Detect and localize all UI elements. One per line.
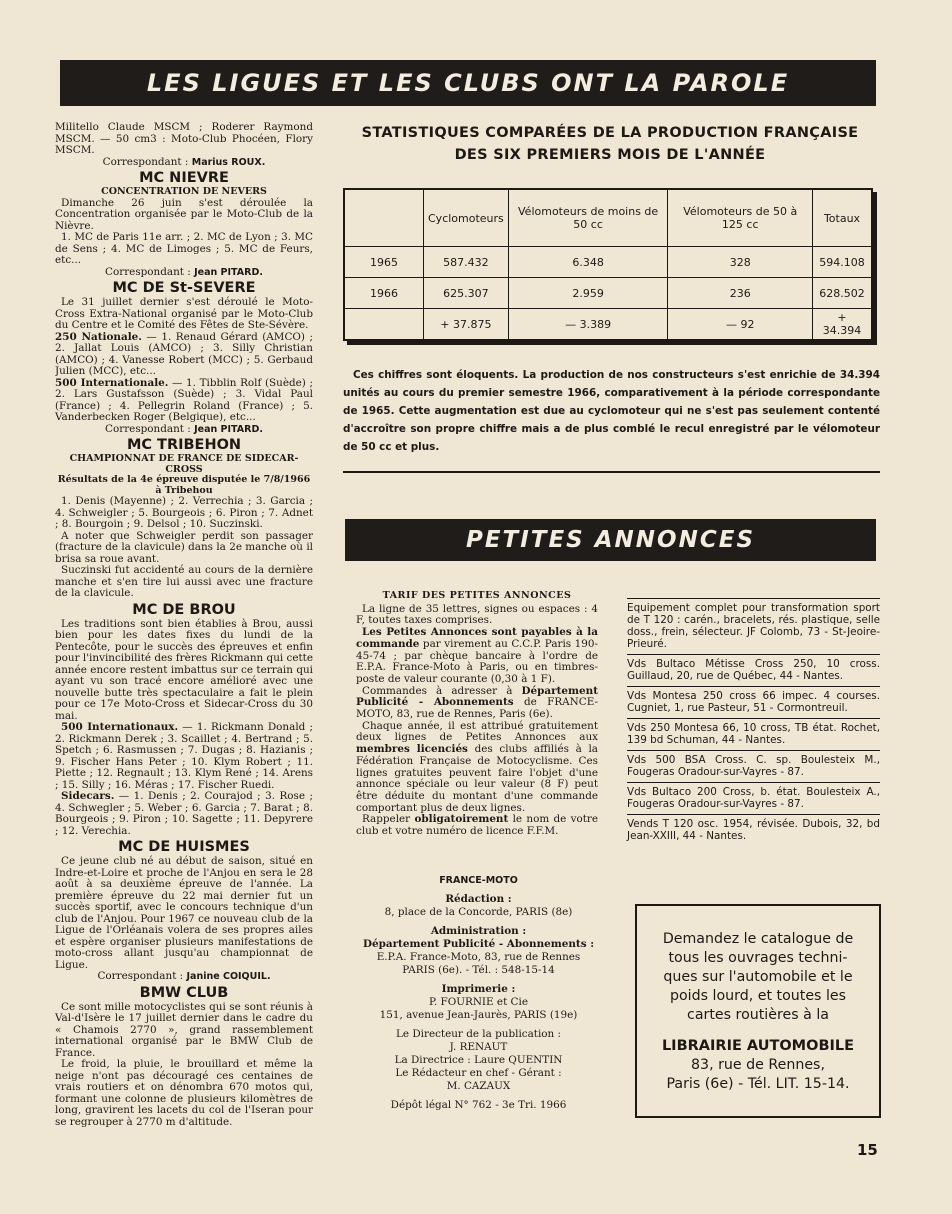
page-number: 15 [857,1141,878,1159]
classified-ad: Vds Bultaco Métisse Cross 250, 10 cross. Guillaud, 20, rue de Québec, 44 - Nantes. [627,654,880,686]
masthead-title: FRANCE-MOTO [439,875,518,886]
article-paragraph: Sidecars. — 1. Denis ; 2. Courajod ; 3. Rose ; 4. Schwegler ; 5. Weber ; 6. Garcia ; 7. Barat ; 8. Bourgeois ; 9. Piron ; 10. Sagette ; 11. Depyrere ; 12. Verechia. [55,790,313,837]
value-cell: 6.348 [508,247,668,278]
club-subheading: CONCENTRATION DE NEVERS [101,186,267,197]
masthead-label: Rédaction : [445,893,512,905]
librairie-text: tous les ouvrages techni- [668,950,848,966]
header-cell: Cyclomoteurs [424,189,509,247]
librairie-text: Demandez le catalogue de [662,931,854,947]
article-paragraph: Le 31 juillet dernier s'est déroulé le Moto-Cross Extra-National organisé par le Moto-Club du Centre et le Comité des Fêtes de Ste-Sévère. [55,296,313,331]
value-cell: 2.959 [508,278,668,309]
correspondant-line: Correspondant : Janine COIQUIL. [97,970,271,982]
tarif-paragraph: La ligne de 35 lettres, signes ou espaces : 4 F, toutes taxes comprises. [356,602,598,627]
article-paragraph: Suczinski fut accidenté au cours de la dernière manche et s'en tire lui aussi avec une fracture de la clavicule. [55,564,313,599]
classified-ad: Vds 250 Montesa 66, 10 cross, TB état. Rochet, 139 bd Schuman, 44 - Nantes. [627,718,880,750]
petites-annonces-column [356,590,598,838]
correspondant-line: Correspondant : Jean PITARD. [105,265,263,278]
article-paragraph: 500 Internationale. — 1. Tibblin Rolf (Suède) ; 2. Lars Gustafsson (Suède) ; 3. Vidal Paul (France) ; 4. Pellegrin Roland (France) ; 5. Vanderbecken Roger (Belgique), etc... [55,376,313,423]
librairie-ad-box [635,904,881,1118]
masthead-line: La Directrice : Laure QUENTIN [394,1054,563,1066]
table-row [344,278,872,309]
masthead-line: Le Directeur de la publication : [395,1028,562,1040]
article-paragraph: 250 Nationale. — 1. Renaud Gérard (AMCO) ; 2. Jallat Louis (AMCO) ; 3. Silly Christian (AMCO) ; 4. Vanesse Robert (MCC) ; 5. Gerbaud Julien (MCC), etc... [55,330,313,377]
header-cell: Totaux [813,189,872,247]
stats-paragraph: Ces chiffres sont éloquents. La production de nos constructeurs s'est enrichie de 34.394 unités au cours du premier semestre 1966, comparativement à la période correspondante de 1965. Cette augmentation est due au cyclomoteur qui ne s'est pas seulement contenté d'accroître son propre chiffre mais a de plus comblé le recul enregistré par le vélomoteur de 50 cc et plus. [343,369,880,453]
tarif-paragraph: Les Petites Annonces sont payables à la commande par virement au C.C.P. Paris 190-45-74 ; par chèque bancaire à l'ordre de E.P.A. France-Moto à Paris, ou en timbres-poste de valeur courante (0,30 à 1 F). [356,626,598,685]
masthead-line: Le Rédacteur en chef - Gérant : [395,1067,562,1079]
value-cell: — 92 [668,309,813,341]
tarif-paragraph: Commandes à adresser à Département Publicité - Abonnements de FRANCE-MOTO, 83, rue de Rennes, Paris (6e). [356,684,599,721]
article-paragraph: Les traditions sont bien établies à Brou, aussi bien pour les dates fixes du lundi de la Pentecôte, pour le succès des épreuves et enfin pour l'invincibilité des frères Rickmann qui cette année encore restent imbattus sur ce terrain qui ayant vu son tracé encore amélioré avec une nouvelle butte très spectaculaire a fait le plein pour ce 17e Moto-Cross et Sidecar-Cross du 30 mai. [55,617,313,722]
librairie-phone: Paris (6e) - Tél. LIT. 15-14. [666,1076,850,1092]
club-heading: MC DE HUISMES [118,839,250,855]
masthead-line: Département Publicité - Abonnements : [362,938,595,950]
club-heading: MC DE St-SEVERE [112,280,256,296]
section-banner-petites-annonces: PETITES ANNONCES [345,519,876,561]
article-paragraph: 1. MC de Paris 11e arr. ; 2. MC de Lyon ; 3. MC de Sens ; 4. MC de Limoges ; 5. MC de Feurs, etc... [55,231,313,266]
article-paragraph: Ce sont mille motocyclistes qui se sont réunis à Val-d'Isère le 17 juillet dernier dans le cadre du « Chamois 2770 », grand rassemblement international organisé par le BMW Club de France. [55,1000,313,1059]
article-paragraph: Le froid, la pluie, le brouillard et même la neige n'ont pas découragé ces centaines de vrais routiers et on dénombra 670 motos qui, formant une colonne de plusieurs kilomètres de long, gravirent les lacets du col de l'Iseran pour se regrouper à 2770 m d'altitude. [55,1058,313,1128]
tarif-heading: TARIF DES PETITES ANNONCES [382,590,572,601]
correspondant-line: Correspondant : Marius ROUX. [102,155,266,168]
stats-table [343,188,873,341]
value-cell: — 3.389 [508,309,668,341]
article-paragraph: 1. Denis (Mayenne) ; 2. Verrechia ; 3. Garcia ; 4. Schweigler ; 5. Bourgeois ; 6. Piron ; 7. Adnet ; 8. Bourgoin ; 9. Delsol ; 10. Suczinski. [55,495,313,530]
value-cell: 628.502 [813,278,872,309]
club-subheading: Résultats de la 4e épreuve disputée le 7/8/1966 à Tribehou [57,474,311,496]
masthead-line: Dépôt légal N° 762 - 3e Tri. 1966 [390,1099,567,1111]
classified-ad: Vds Montesa 250 cross 66 impec. 4 courses. Cugniet, 1, rue Pasteur, 51 - Cormontreuil. [627,686,880,718]
stats-title: STATISTIQUES COMPARÉES DE LA PRODUCTION FRANÇAISE DES SIX PREMIERS MOIS DE L'ANNÉE [361,125,859,163]
header-cell-empty [344,189,424,247]
value-cell: + 37.875 [424,309,509,341]
masthead-line: E.P.A. France-Moto, 83, rue de Rennes [376,951,581,963]
year-cell: 1966 [344,278,424,309]
librairie-text: cartes routières à la [687,1007,829,1023]
masthead-line: P. FOURNIE et Cie [429,996,528,1008]
masthead [356,874,601,1112]
classified-ad: Equipement complet pour transformation sport de T 120 : carén., bracelets, rés. plastique, selle doss., frein, sélecteur. JF Colomb, 73 - St-Jeoire-Prieuré. [627,598,880,654]
value-cell: 594.108 [813,247,872,278]
value-cell: 236 [668,278,813,309]
tarif-paragraph: Chaque année, il est attribué gratuitement deux lignes de Petites Annonces aux membres licenciés des clubs affiliés à la Fédération Française de Motocyclisme. Ces lignes gratuites peuvent faire l'objet d'une annonce spéciale ou leur valeur (8 F) peut être déduite du montant d'une commande comportant plus de deux lignes. [356,719,598,814]
intro-paragraph: Militello Claude MSCM ; Roderer Raymond MSCM. — 50 cm3 : Moto-Club Phocéen, Flory MSCM. [55,122,313,156]
table-header-row [344,189,872,247]
year-cell: 1965 [344,247,424,278]
masthead-line: M. CAZAUX [446,1080,511,1092]
header-cell: Vélomoteurs de moins de 50 cc [508,189,668,247]
masthead-line: J. RENAUT [449,1041,508,1053]
classified-ad: Vds 500 BSA Cross. C. sp. Boulesteix M., Fougeras Oradour-sur-Vayres - 87. [627,750,880,782]
club-subheading: CHAMPIONNAT DE FRANCE DE SIDECAR-CROSS [69,453,299,475]
header-cell: Vélomoteurs de 50 à 125 cc [668,189,813,247]
article-paragraph: Dimanche 26 juin s'est déroulée la Concentration organisée par le Moto-Club de la Nièvre. [55,196,313,232]
table-row [344,247,872,278]
masthead-label: Imprimerie : [441,983,516,995]
divider [343,471,880,473]
masthead-line: 8, place de la Concorde, PARIS (8e) [384,906,573,918]
club-heading: MC TRIBEHON [126,437,242,453]
value-cell: 328 [668,247,813,278]
masthead-label: Administration : [430,925,527,937]
librairie-name: LIBRAIRIE AUTOMOBILE [661,1038,855,1054]
correspondant-line: Correspondant : Jean PITARD. [105,422,263,435]
masthead-line: 151, avenue Jean-Jaurès, PARIS (19e) [379,1009,578,1021]
club-heading: MC NIEVRE [139,170,229,186]
article-paragraph: A noter que Schweigler perdit son passager (fracture de la clavicule) dans la 2e manche où il brisa sa roue avant. [55,529,313,565]
club-heading: MC DE BROU [132,601,236,618]
article-paragraph: Ce jeune club né au début de saison, situé en Indre-et-Loire et proche de l'Anjou en sera le 28 août à sa deuxième épreuve de l'année. La première épreuve du 22 mai dernier fut un succès sportif, avec le concours technique d'un club de l'Anjou. Pour 1967 ce nouveau club de la Ligue de l'Orléanais volera de ses propres ailes et espère organiser plusieurs manifestations de moto-cross allant jusqu'au championnat de Ligue. [55,855,313,971]
table-row [344,309,872,341]
librairie-address: 83, rue de Rennes, [691,1057,825,1073]
value-cell: 587.432 [424,247,509,278]
masthead-line: PARIS (6e). - Tél. : 548-15-14 [402,964,555,976]
value-cell: 625.307 [424,278,509,309]
librairie-text: ques sur l'automobile et le [663,969,853,985]
club-heading: BMW CLUB [139,984,229,1001]
year-cell [344,309,424,341]
left-column [55,122,313,1132]
article-paragraph: 500 Internationaux. — 1. Rickmann Donald ; 2. Rickmann Derek ; 3. Scaillet ; 4. Bertrand ; 5. Spetch ; 6. Rasmussen ; 7. Dugas ; 8. Hazianis ; 9. Fischer Hans Peter ; 10. Klym Robert ; 11. Piette ; 12. Regnault ; 13. Klym René ; 14. Arens ; 15. Silly ; 16. Méras ; 17. Fischer Ruedi. [55,721,313,791]
classified-ad: Vends T 120 osc. 1954, révisée. Dubois, 32, bd Jean-XXIII, 44 - Nantes. [627,814,880,846]
classified-ad: Vds Bultaco 200 Cross, b. état. Boulesteix A., Fougeras Oradour-sur-Vayres - 87. [627,782,880,814]
value-cell: + 34.394 [813,309,872,341]
classified-ads [627,598,880,846]
tarif-paragraph: Rappeler obligatoirement le nom de votre club et votre numéro de licence F.F.M. [356,813,599,838]
librairie-text: poids lourd, et toutes les [669,988,847,1004]
section-banner-ligues: LES LIGUES ET LES CLUBS ONT LA PAROLE [60,60,876,106]
